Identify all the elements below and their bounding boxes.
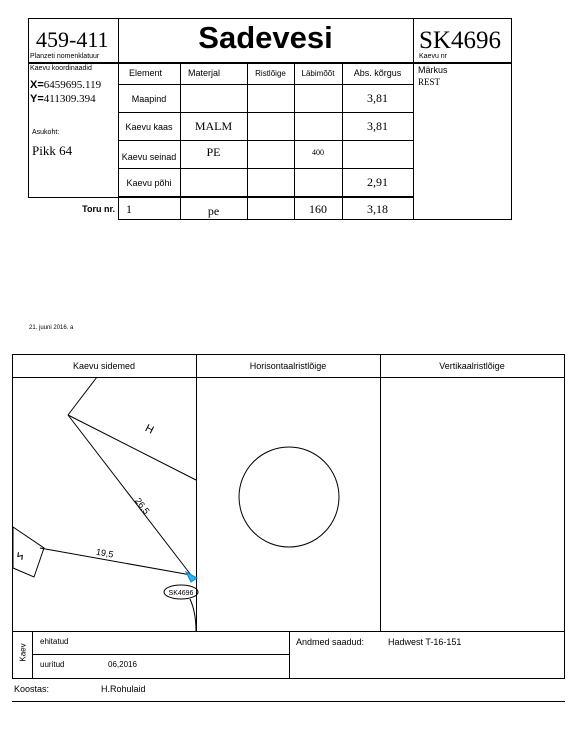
author-value: H.Rohulaid [101, 684, 146, 694]
col-header-diameter: Läbimõõt [301, 68, 335, 78]
coord-y-label: Y= [30, 93, 44, 105]
data-from-value: Hadwest T-16-151 [388, 637, 462, 647]
address-value: Pikk 64 [32, 143, 73, 158]
data-from-label: Andmed saadud: [296, 637, 365, 647]
document-date: 21. juuni 2016. a [29, 325, 74, 331]
row-elevation: 3,81 [367, 119, 388, 133]
lightning-icon: ϟ [15, 548, 26, 564]
col-header-element: Element [128, 68, 163, 78]
row-material: MALM [194, 119, 233, 133]
well-node-label: SK4696 [168, 590, 194, 597]
coords-label: Kaevu koordinaadid [30, 65, 92, 72]
section-vertical: Vertikaalristlõige [439, 361, 505, 371]
surveyed-value: 06,2016 [108, 660, 137, 669]
author-label: Koostas: [14, 684, 50, 694]
side-label: Kaev [18, 643, 28, 662]
pipe-line [68, 415, 196, 480]
coord-x-label: X= [30, 79, 44, 91]
row-diameter: 400 [312, 147, 324, 157]
pipe-label: Toru nr. [82, 204, 115, 214]
row-element: Maapind [131, 93, 167, 104]
pipe-line [68, 415, 191, 575]
distance-label: 19,5 [95, 546, 115, 560]
section-horizontal: Horisontaalristlõige [249, 361, 327, 371]
row-material: PE [206, 144, 221, 159]
line-label-h: H [143, 422, 156, 437]
section-connections: Kaevu sidemed [72, 361, 136, 371]
sheet-caption: Planzeti nomenklatuur [30, 53, 100, 60]
row-element: Kaevu kaas [125, 121, 173, 132]
page-title: Sadevesi [198, 20, 333, 55]
coord-y-value: 411309.394 [43, 93, 96, 105]
remarks-label: Märkus [418, 65, 448, 75]
well-number: SK4696 [419, 27, 501, 54]
pipe-diameter: 160 [309, 201, 327, 216]
coord-x-value: 6459695.119 [43, 79, 102, 91]
pipe-material: pe [207, 203, 220, 218]
pipe-line [68, 377, 97, 415]
row-element: Kaevu seinad [121, 152, 177, 162]
row-elevation: 2,91 [367, 175, 388, 189]
distance-label: 26,5 [132, 495, 152, 517]
col-header-elevation: Abs. kõrgus [353, 68, 402, 78]
remarks-value: REST [418, 77, 441, 87]
col-header-material: Materjal [188, 68, 221, 78]
pipe-number: 1 [126, 201, 132, 216]
address-label: Asukoht: [32, 129, 60, 136]
col-header-section: Ristlõige [255, 68, 286, 78]
well-caption: Kaevu nr [419, 53, 448, 60]
well-arrow-icon [186, 572, 197, 582]
row-element: Kaevu põhi [126, 177, 172, 188]
pipe-line [40, 548, 191, 575]
row-elevation: 3,81 [367, 91, 388, 105]
built-label: ehitatud [40, 637, 69, 646]
horizontal-section-circle [239, 447, 339, 547]
sheet-number: 459-411 [36, 27, 109, 52]
pipe-elevation: 3,18 [367, 201, 388, 216]
surveyed-label: uuritud [40, 660, 65, 669]
pipe-line [190, 599, 196, 631]
